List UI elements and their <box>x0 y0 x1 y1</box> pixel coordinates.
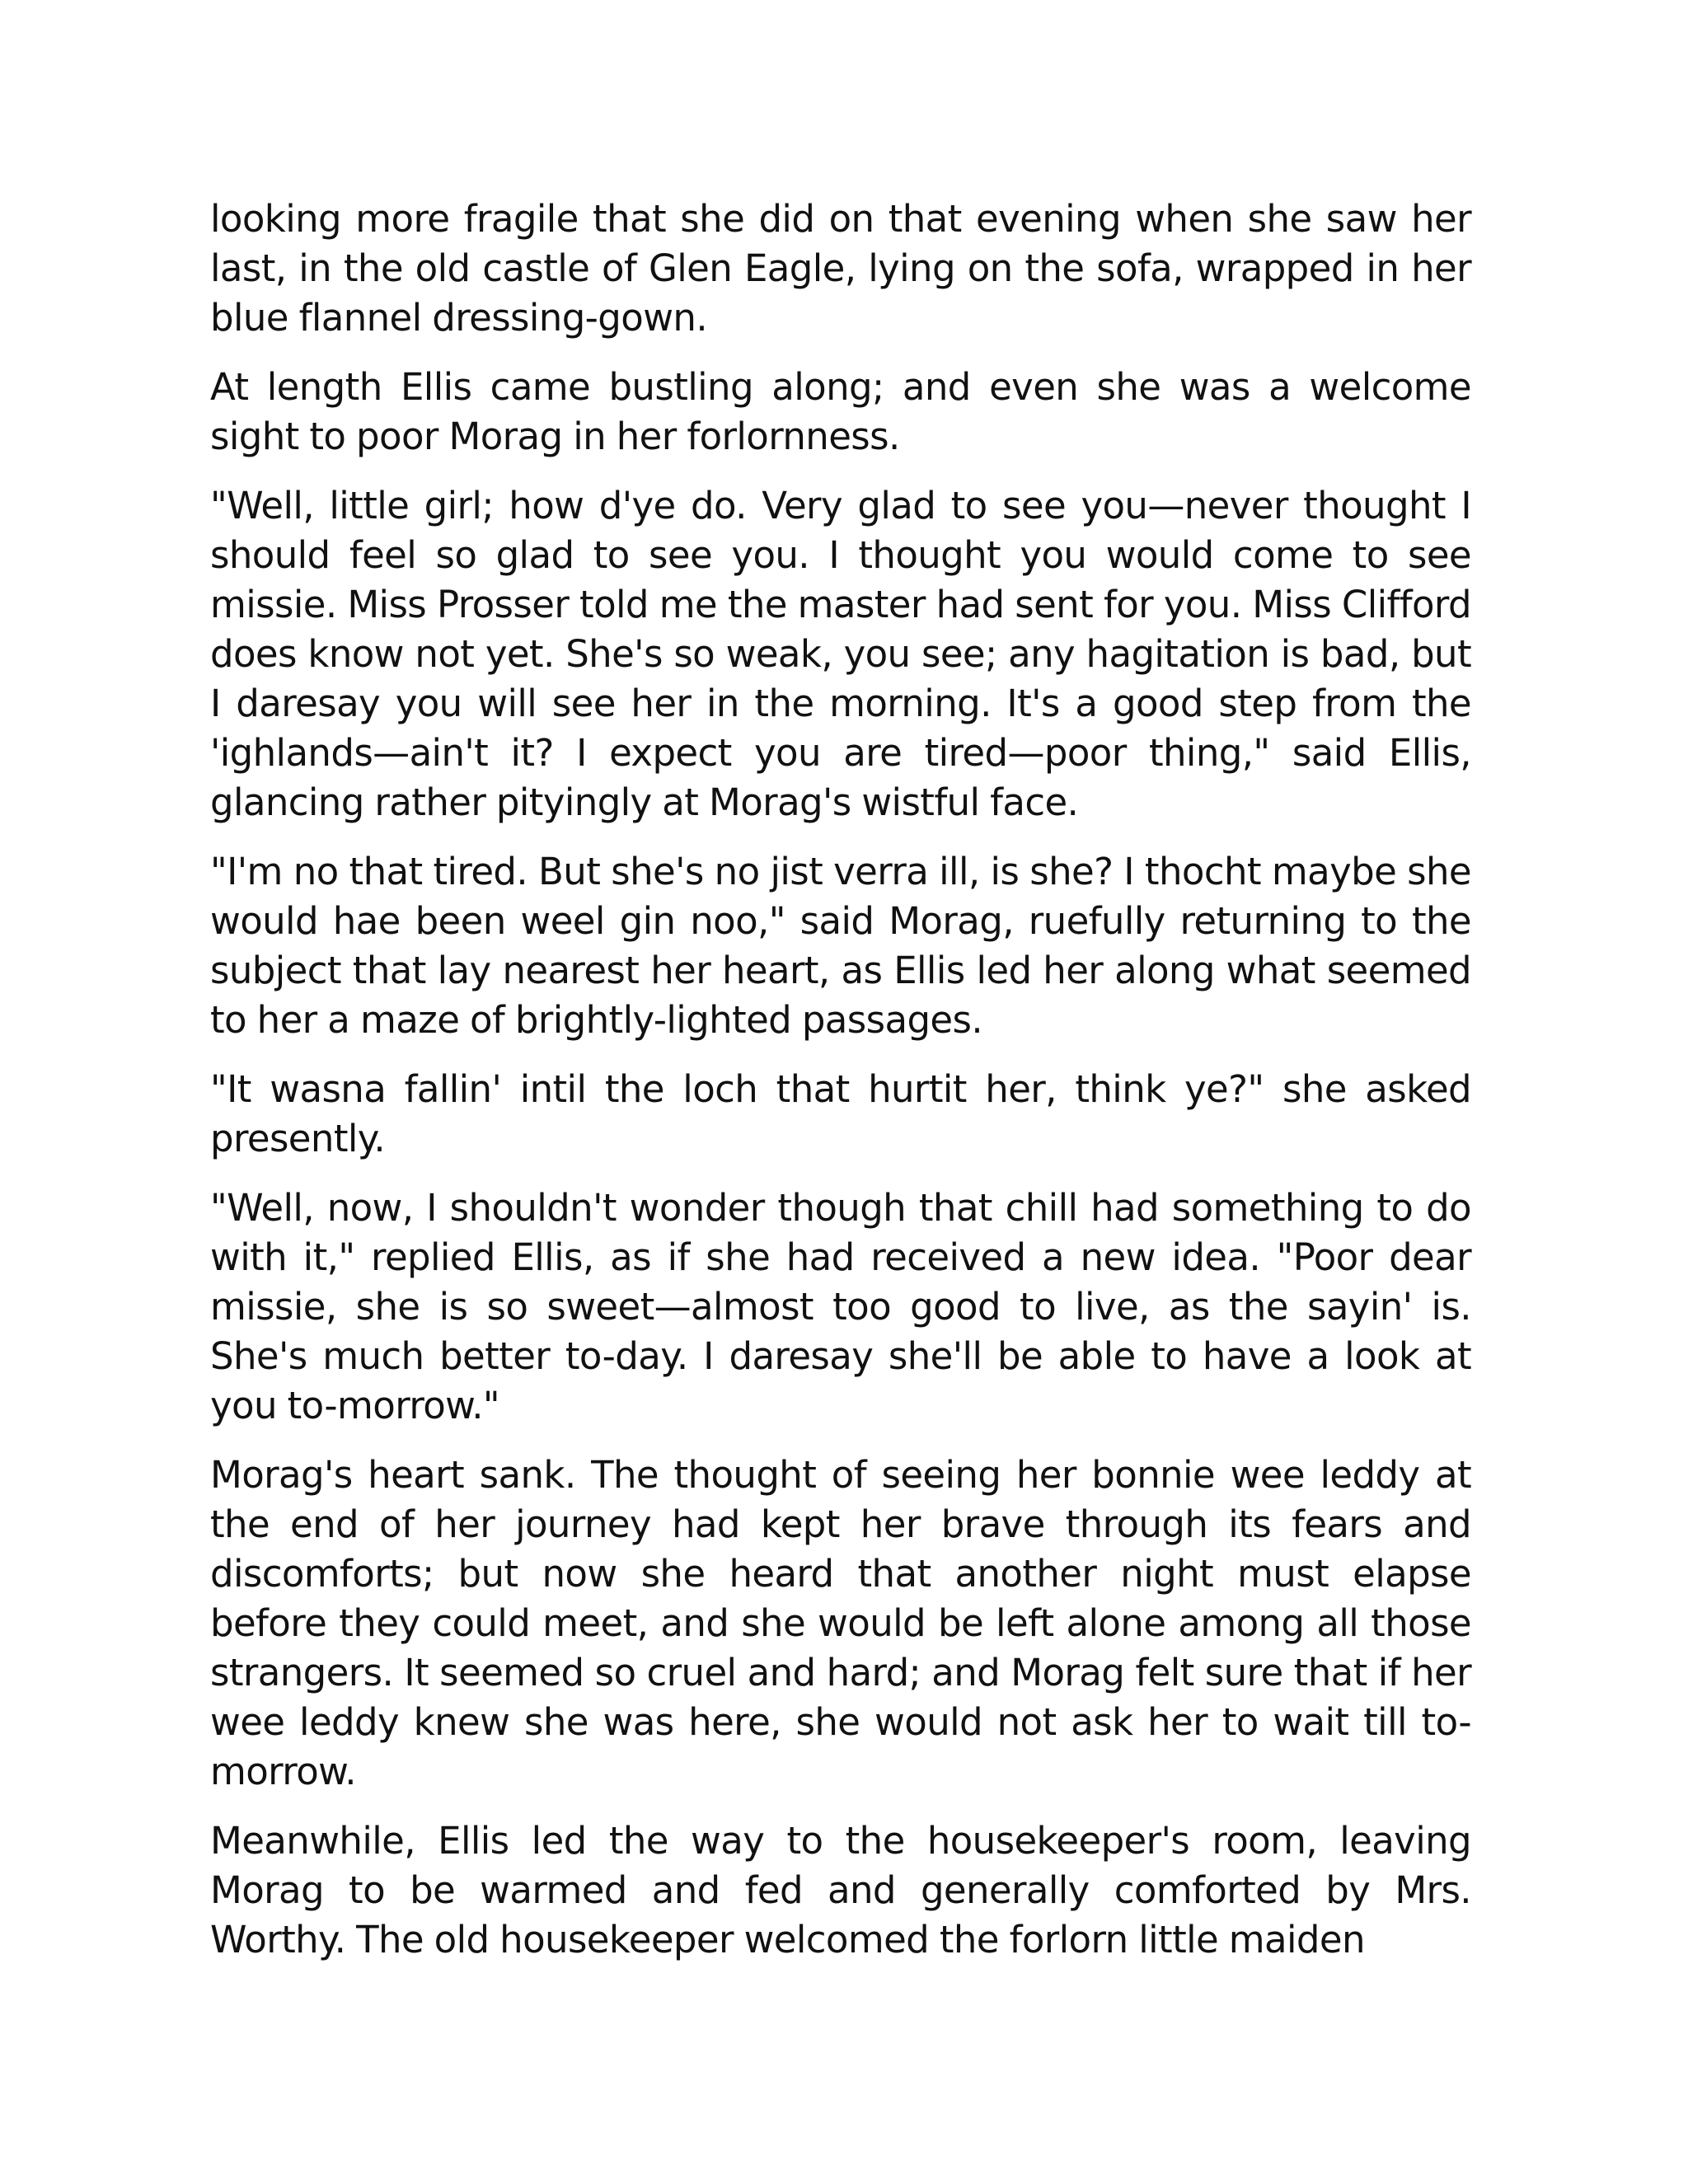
paragraph: "It wasna fallin' intil the loch that hurtit her, think ye?" she asked presently. <box>210 1067 1471 1160</box>
paragraph: Meanwhile, Ellis led the way to the housekeeper's room, leaving Morag to be warmed and fed and generally comforted by Mrs. Worthy. The old housekeeper welcomed the forlorn little maiden <box>210 1819 1471 1961</box>
paragraph: At length Ellis came bustling along; and even she was a welcome sight to poor Morag in her forlornness. <box>210 365 1471 458</box>
paragraph: Morag's heart sank. The thought of seeing her bonnie wee leddy at the end of her journey had kept her brave through its fears and discomforts; but now she heard that another night must elapse before they could meet, and she would be left alone among all those strangers. It seemed so cruel and hard; and Morag felt sure that if her wee leddy knew she was here, she would not ask her to wait till to-morrow. <box>210 1453 1471 1793</box>
paragraph: looking more fragile that she did on that evening when she saw her last, in the old castle of Glen Eagle, lying on the sofa, wrapped in her blue flannel dressing-gown. <box>210 197 1471 340</box>
paragraph: "Well, now, I shouldn't wonder though that chill had something to do with it," replied Ellis, as if she had received a new idea. "Poor dear missie, she is so sweet—almost too good to live, as the sayin' is. She's much better to-day. I daresay she'll be able to have a look at you to-morrow." <box>210 1186 1471 1427</box>
paragraph: "I'm no that tired. But she's no jist verra ill, is she? I thocht maybe she would hae been weel gin noo," said Morag, ruefully returning to the subject that lay nearest her heart, as Ellis led her along what seemed to her a maze of brightly-lighted passages. <box>210 850 1471 1042</box>
paragraph: "Well, little girl; how d'ye do. Very glad to see you—never thought I should feel so glad to see you. I thought you would come to see missie. Miss Prosser told me the master had sent for you. Miss Clifford does know not yet. She's so weak, you see; any hagitation is bad, but I daresay you will see her in the morning. It's a good step from the 'ighlands—ain't it? I expect you are tired—poor thing," said Ellis, glancing rather pityingly at Morag's wistful face. <box>210 484 1471 824</box>
page-text <box>210 194 1471 1985</box>
